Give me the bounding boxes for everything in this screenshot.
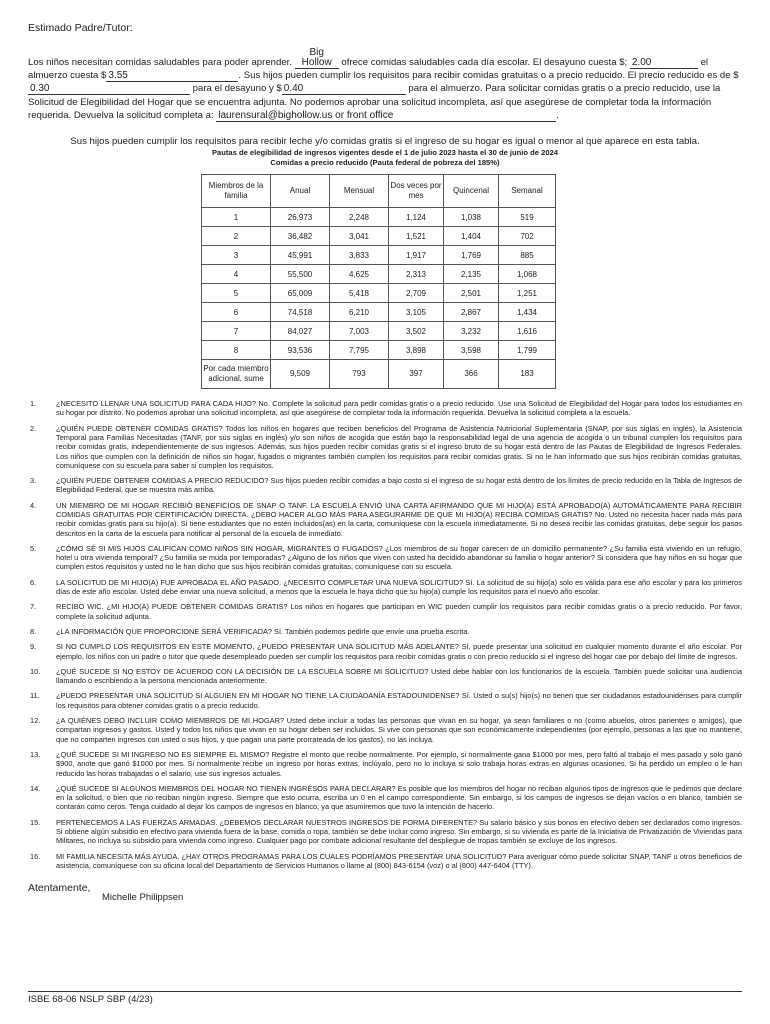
faq-item (28, 501, 742, 538)
faq-number: 10. (30, 666, 41, 676)
table-cell: 3,232 (444, 322, 499, 341)
table-cell: 183 (499, 360, 556, 389)
table-cell: 1,769 (444, 246, 499, 265)
table-row (202, 341, 556, 360)
faq-item (28, 716, 742, 744)
faq-item (28, 750, 742, 778)
faq-number: 12. (30, 716, 41, 726)
reduced-breakfast-price-field[interactable]: 0.30 (28, 84, 190, 95)
table-cell: 1,404 (444, 227, 499, 246)
signature-name: Michelle Philippsen (102, 892, 184, 904)
faq-text: MI FAMILIA NECESITA MÁS AYUDA. ¿HAY OTROS PROGRAMAS PARA LOS CUALES PODRÍAMOS PRESENTAR UNA SOLICITUD? Para averiguar cómo puede solicitar SNAP, TANF u otros beneficios de asistencia, comuníquese con su oficina local del Departamento de Servicios Humanos o llame al (800) 843-6154 (voz) o al (800) 447-6404 (TTY). (56, 851, 742, 870)
intro-text: . Sus hijos pueden cumplir los requisitos para recibir comidas gratuitas o a precio reducido. El precio reducido es de $ (238, 70, 739, 82)
table-cell: 885 (499, 246, 556, 265)
table-cell: 26,973 (271, 208, 330, 227)
table-cell: 3,041 (330, 227, 389, 246)
return-contact-field[interactable]: laurensural@bighollow.us or front office (216, 111, 556, 122)
table-cell: 1,251 (499, 284, 556, 303)
table-row (202, 246, 556, 265)
faq-number: 15. (30, 817, 41, 827)
table-cell: 2,709 (389, 284, 444, 303)
table-cell: 2,135 (444, 265, 499, 284)
intro-text: el almuerzo cuesta $ (28, 57, 709, 82)
faq-text: SI NO CUMPLO LOS REQUISITOS EN ESTE MOMENTO, ¿PUEDO PRESENTAR UNA SOLICITUD MÁS ADELANTE? Sí, puede presentar una solicitud en cualquier momento durante el año escolar. Por ejemplo, los niños con un padre o tutor que quede desempleado pueden ser cumplir los requisitos para recibir comidas gratis o con precio reducido si el ingreso del hogar cae por debajo del límite de ingresos. (56, 642, 742, 661)
table-cell: 84,027 (271, 322, 330, 341)
faq-text: ¿PUEDO PRESENTAR UNA SOLICITUD SI ALGUIEN EN MI HOGAR NO TIENE LA CIUDADANÍA ESTADOUNIDENSE? Sí. Usted o su(s) hijo(s) no tienen que ser ciudadanos estadounidenses para cumplir los requisitos para obtener comidas gratis o a precio reducido. (56, 691, 742, 710)
table-cell: Por cada miembro adicional, sume (202, 360, 271, 389)
table-cell: 1,917 (389, 246, 444, 265)
faq-text: ¿A QUIÉNES DEBO INCLUIR COMO MIEMBROS DE MI HOGAR? Usted debe incluir a todas las personas que vivan en su hogar, ya sean familiares o no (como abuelos, otros parientes o amigos), que compartan ingresos y gastos. Usted y todos los niños que vivan en su hogar deben ser incluidos. Si vive con personas que son económicamente independientes (por ejemplo, personas a las que no mantiene, que no comparten ingresos con usted o sus hijos, y que pagan una parte prorrateada de los gastos), no las incluya. (56, 716, 742, 744)
faq-number: 4. (30, 500, 37, 510)
eligibility-lead: Sus hijos pueden cumplir los requisitos para recibir leche y/o comidas gratis si el ingreso de su hogar es igual o menor al que aparece en esta tabla. (70, 136, 700, 148)
table-cell: 9,509 (271, 360, 330, 389)
salutation: Estimado Padre/Tutor: (28, 22, 133, 34)
income-eligibility-table (201, 174, 556, 389)
table-cell: 74,518 (271, 303, 330, 322)
faq-text: ¿LA INFORMACIÓN QUE PROPORCIONE SERÁ VERIFICADA? Sí. También podemos pedirle que envíe una prueba escrita. (56, 626, 470, 636)
table-subtitle: Comidas a precio reducido (Pauta federal de pobreza del 185%) (270, 158, 500, 168)
table-cell: 3,833 (330, 246, 389, 265)
table-cell: 65,009 (271, 284, 330, 303)
table-cell: 2,313 (389, 265, 444, 284)
faq-text: RECIBO WIC. ¿MI HIJO(A) PUEDE OBTENER COMIDAS GRATIS? Los niños en hogares que participan en WIC pueden cumplir los requisitos para recibir comidas gratis o a precio reducido. Por favor, complete la solicitud adjunta. (56, 602, 742, 621)
faq-number: 8. (30, 626, 37, 636)
faq-item (28, 691, 742, 710)
column-header: Anual (271, 175, 330, 208)
table-cell: 2,248 (330, 208, 389, 227)
reduced-lunch-price-field[interactable]: 0.40 (282, 84, 406, 95)
faq-number: 11. (30, 691, 40, 701)
faq-text: ¿NECESITO LLENAR UNA SOLICITUD PARA CADA HIJO? No. Complete la solicitud para pedir comidas gratis o a precio reducido. Use una Solicitud de Elegibilidad del Hogar para todos los estudiantes en su hogar por distrito. No podemos aprobar una solicitud incompleta, así que asegúrese de completar toda la información requerida. Devuelva la solicitud completa a la escuela. (56, 399, 742, 418)
intro-text: para el almuerzo. Para solicitar comidas gratis o a precio reducido, use la Solicitud de Elegibilidad del Hogar que se encuentra adjunta. No podemos aprobar una solicitud incompleta, así que asegúrese de completar toda la información requerida. Devuelva la solicitud completa a: (28, 83, 721, 121)
column-header: Quincenal (444, 175, 499, 208)
faq-item (28, 602, 742, 621)
column-header: Miembros de la familia (202, 175, 271, 208)
faq-item (28, 424, 742, 470)
table-cell: 2,501 (444, 284, 499, 303)
intro-text: ofrece comidas saludables cada día escolar. El desayuno cuesta $; (341, 57, 628, 68)
table-header-row (202, 175, 556, 208)
faq-text: ¿QUÉ SUCEDE SI ALGUNOS MIEMBROS DEL HOGAR NO TIENEN INGRESOS PARA DECLARAR? Es posible que los miembros del hogar no reciban algunos tipos de ingresos que le pedimos que declare en la solicitud, o bien que no reciban ningún ingreso. Siempre que esto ocurra, escriba un 0 en el campo correspondiente. Sin embargo, si los campos de ingresos se dejan vacíos o en blanco, también se contarán como ceros. Tenga cuidado al dejar los campos de ingresos en blanco, ya que asumiremos que tuvo la intención de hacerlo. (56, 783, 742, 812)
faq-item (28, 627, 742, 636)
faq-number: 6. (30, 577, 37, 587)
table-cell: 36,482 (271, 227, 330, 246)
faq-text: LA SOLICITUD DE MI HIJO(A) FUE APROBADA EL AÑO PASADO. ¿NECESITO COMPLETAR UNA NUEVA SOLICITUD? Sí. La solicitud de su hijo(a) solo es válida para ese año escolar y para los primeros días de este año escolar. Usted debe enviar una nueva solicitud, a menos que la escuela le haya dicho que su hijo(a) cumple los requisitos para el nuevo año escolar. (56, 577, 742, 597)
table-cell: 3,105 (389, 303, 444, 322)
table-row (202, 284, 556, 303)
faq-item (28, 784, 742, 812)
table-cell: 93,536 (271, 341, 330, 360)
table-cell: 4 (202, 265, 271, 284)
faq-list (28, 399, 742, 870)
table-cell: 2,867 (444, 303, 499, 322)
faq-number: 2. (30, 423, 37, 433)
faq-number: 7. (30, 602, 37, 612)
table-cell: 3,898 (389, 341, 444, 360)
faq-item (28, 818, 742, 846)
table-cell: 55,500 (271, 265, 330, 284)
table-cell: 397 (389, 360, 444, 389)
column-header: Mensual (330, 175, 389, 208)
table-cell: 6,210 (330, 303, 389, 322)
faq-text: ¿CÓMO SÉ SI MIS HIJOS CALIFICAN COMO NIÑOS SIN HOGAR, MIGRANTES O FUGADOS? ¿Los miembros de su hogar carecen de un domicilio permanente? ¿Su familia está viviendo en un refugio, hotel u otra vivienda temporal? ¿Su familia se muda por temporadas? ¿Alguno de los niños que viven con usted ha decidido abandonar su familia o hogar anterior? Si considera que hay niños en su hogar que cumplen estos requisitos y usted no le han dicho que sus hijos recibirán comidas gratuitas, comuníquese con su escuela. (56, 543, 742, 572)
table-cell: 1,434 (499, 303, 556, 322)
faq-item (28, 399, 742, 418)
footer-divider (28, 991, 742, 992)
faq-item (28, 852, 742, 871)
faq-text: ¿QUÉ SUCEDE SI MI INGRESO NO ES SIEMPRE EL MISMO? Registre el monto que recibe normalmente. Por ejemplo, si normalmente gana $1000 por mes, pero faltó al trabajo el mes pasado y solo ganó $900, anote que ganó $1000 por mes. Si normalmente recibe un ingreso por horas extras, inclúyalo, pero no lo incluya si solo trabaja horas extras en algunas ocasiones. Si ha perdido un empleo o le han reducido las horas trabajadas o el salario, use sus ingresos actuales. (56, 749, 742, 778)
table-cell: 1,521 (389, 227, 444, 246)
table-row (202, 265, 556, 284)
closing-block (28, 882, 742, 908)
lunch-price-field[interactable]: 3.55 (106, 71, 238, 82)
table-cell: 2 (202, 227, 271, 246)
faq-item (28, 476, 742, 495)
table-title: Pautas de elegibilidad de ingresos vigentes desde el 1 de julio 2023 hasta el 30 de junio de 2024 (211, 148, 559, 158)
table-cell: 7,795 (330, 341, 389, 360)
table-row (202, 208, 556, 227)
faq-item (28, 667, 742, 686)
faq-text: PERTENECEMOS A LAS FUERZAS ARMADAS. ¿DEBEMOS DECLARAR NUESTROS INGRESOS DE FORMA DIFERENTE? Su salario básico y sus bonos en efectivo deben ser declarados como ingresos. Si obtiene algún subsidio en efectivo para vivienda fuera de la base, comida o ropa, también se debe incluir como ingreso. Sin embargo, si su vivienda es parte de la Iniciativa de Privatización de Viviendas para Militares, no incluya su subsidio para vivienda como ingreso. Cualquier pago por combate adicional resultante del despliegue de tropas también se excluye de los ingresos. (56, 817, 742, 846)
table-cell: 7,003 (330, 322, 389, 341)
intro-paragraph (28, 48, 742, 122)
table-cell: 1,616 (499, 322, 556, 341)
intro-text: . (556, 109, 559, 121)
table-cell: 3,598 (444, 341, 499, 360)
faq-item (28, 578, 742, 597)
column-header: Semanal (499, 175, 556, 208)
table-cell: 5,418 (330, 284, 389, 303)
faq-number: 1. (30, 399, 37, 409)
table-cell: 45,991 (271, 246, 330, 265)
letter-page (28, 22, 742, 908)
table-cell: 7 (202, 322, 271, 341)
faq-item (28, 544, 742, 572)
faq-text: ¿QUIÉN PUEDE OBTENER COMIDAS A PRECIO REDUCIDO? Sus hijos pueden recibir comidas a bajo costo si el ingreso de su hogar está dentro de los límites de precio reducido en la Tabla de Ingresos de Elegibilidad Federal, que se muestra más arriba. (56, 476, 742, 495)
closing-text: Atentamente, (28, 882, 91, 895)
faq-number: 16. (30, 851, 41, 861)
faq-text: ¿QUÉ SUCEDE SI NO ESTOY DE ACUERDO CON LA DECISIÓN DE LA ESCUELA SOBRE MI SOLICITUD? Usted debe hablar con los funcionarios de la escuela. También puede solicitar una audiencia llamando o escribiendo a la persona mencionada anteriormente. (56, 666, 742, 686)
table-cell: 5 (202, 284, 271, 303)
table-cell: 8 (202, 341, 271, 360)
school-name-field[interactable]: Big Hollow (295, 48, 339, 69)
form-id-footer: ISBE 68-06 NSLP SBP (4/23) (28, 994, 153, 1005)
faq-number: 5. (30, 543, 37, 553)
faq-number: 13. (30, 749, 41, 759)
table-cell: 1,038 (444, 208, 499, 227)
table-cell: 4,625 (330, 265, 389, 284)
column-header: Dos veces por mes (389, 175, 444, 208)
faq-text: ¿QUIÉN PUEDE OBTENER COMIDAS GRATIS? Todos los niños en hogares que reciben beneficios del Programa de Asistencia Nutricional Suplementaria (SNAP, por sus siglas en inglés), la Asistencia Temporal para Familias Necesitadas (TANF, por sus siglas en inglés) y/o son niños de acogida que están bajo la responsabilidad legal de una agencia de acogida o un tribunal cumplen los requisitos para recibir comidas gratis, independientemente de sus ingresos. Además, sus hijos pueden recibir comidas gratis si el ingreso bruto de su hogar está dentro de las Pautas de Elegibilidad de Ingresos Federales. Los niños que cumplen con la definición de niños sin hogar, fugados o migrantes también cumplen los requisitos para recibir comidas gratis. Si no le han informado que sus hijos recibirán comidas gratuitas, comuníquese con su escuela para saber si cumplen los requisitos. (56, 423, 742, 470)
table-cell: 519 (499, 208, 556, 227)
table-cell: 6 (202, 303, 271, 322)
intro-text: Los niños necesitan comidas saludables para poder aprender. (28, 57, 293, 68)
intro-text: para el desayuno y $ (192, 83, 282, 95)
table-cell: 3 (202, 246, 271, 265)
breakfast-price-field[interactable]: 2.00 (630, 58, 698, 69)
table-cell: 1,068 (499, 265, 556, 284)
table-cell: 1,124 (389, 208, 444, 227)
faq-number: 14. (30, 783, 41, 793)
table-cell: 702 (499, 227, 556, 246)
faq-number: 9. (30, 642, 37, 652)
faq-number: 3. (30, 476, 37, 486)
table-cell: 1,799 (499, 341, 556, 360)
faq-item (28, 642, 742, 661)
table-cell: 793 (330, 360, 389, 389)
table-cell: 366 (444, 360, 499, 389)
table-cell: 3,502 (389, 322, 444, 341)
table-row (202, 360, 556, 389)
table-row (202, 303, 556, 322)
table-row (202, 322, 556, 341)
faq-text: UN MIEMBRO DE MI HOGAR RECIBIÓ BENEFICIOS DE SNAP O TANF. LA ESCUELA ENVIÓ UNA CARTA AFIRMANDO QUE MI HIJO(A) ESTÁ APROBADO(A) AUTOMÁTICAMENTE PARA RECIBIR COMIDAS GRATUITAS POR CERTIFICACIÓN DIRECTA. ¿DEBO HACER ALGO MÁS PARA ASEGURARME DE QUE MI HIJO(A) RECIBA COMIDAS GRATIS? No. Usted no necesita hacer nada más para recibir comidas gratis para su hijo(a). Si tiene estudiantes que no estén incluidos(as) en la carta, comuníquese con la escuela inmediatamente. Si no desea recibir las comidas gratuitas, debe seguir los pasos descritos en la carta de la escuela para notificar al personal de la escuela de inmediato. (56, 500, 742, 538)
table-cell: 1 (202, 208, 271, 227)
table-row (202, 227, 556, 246)
